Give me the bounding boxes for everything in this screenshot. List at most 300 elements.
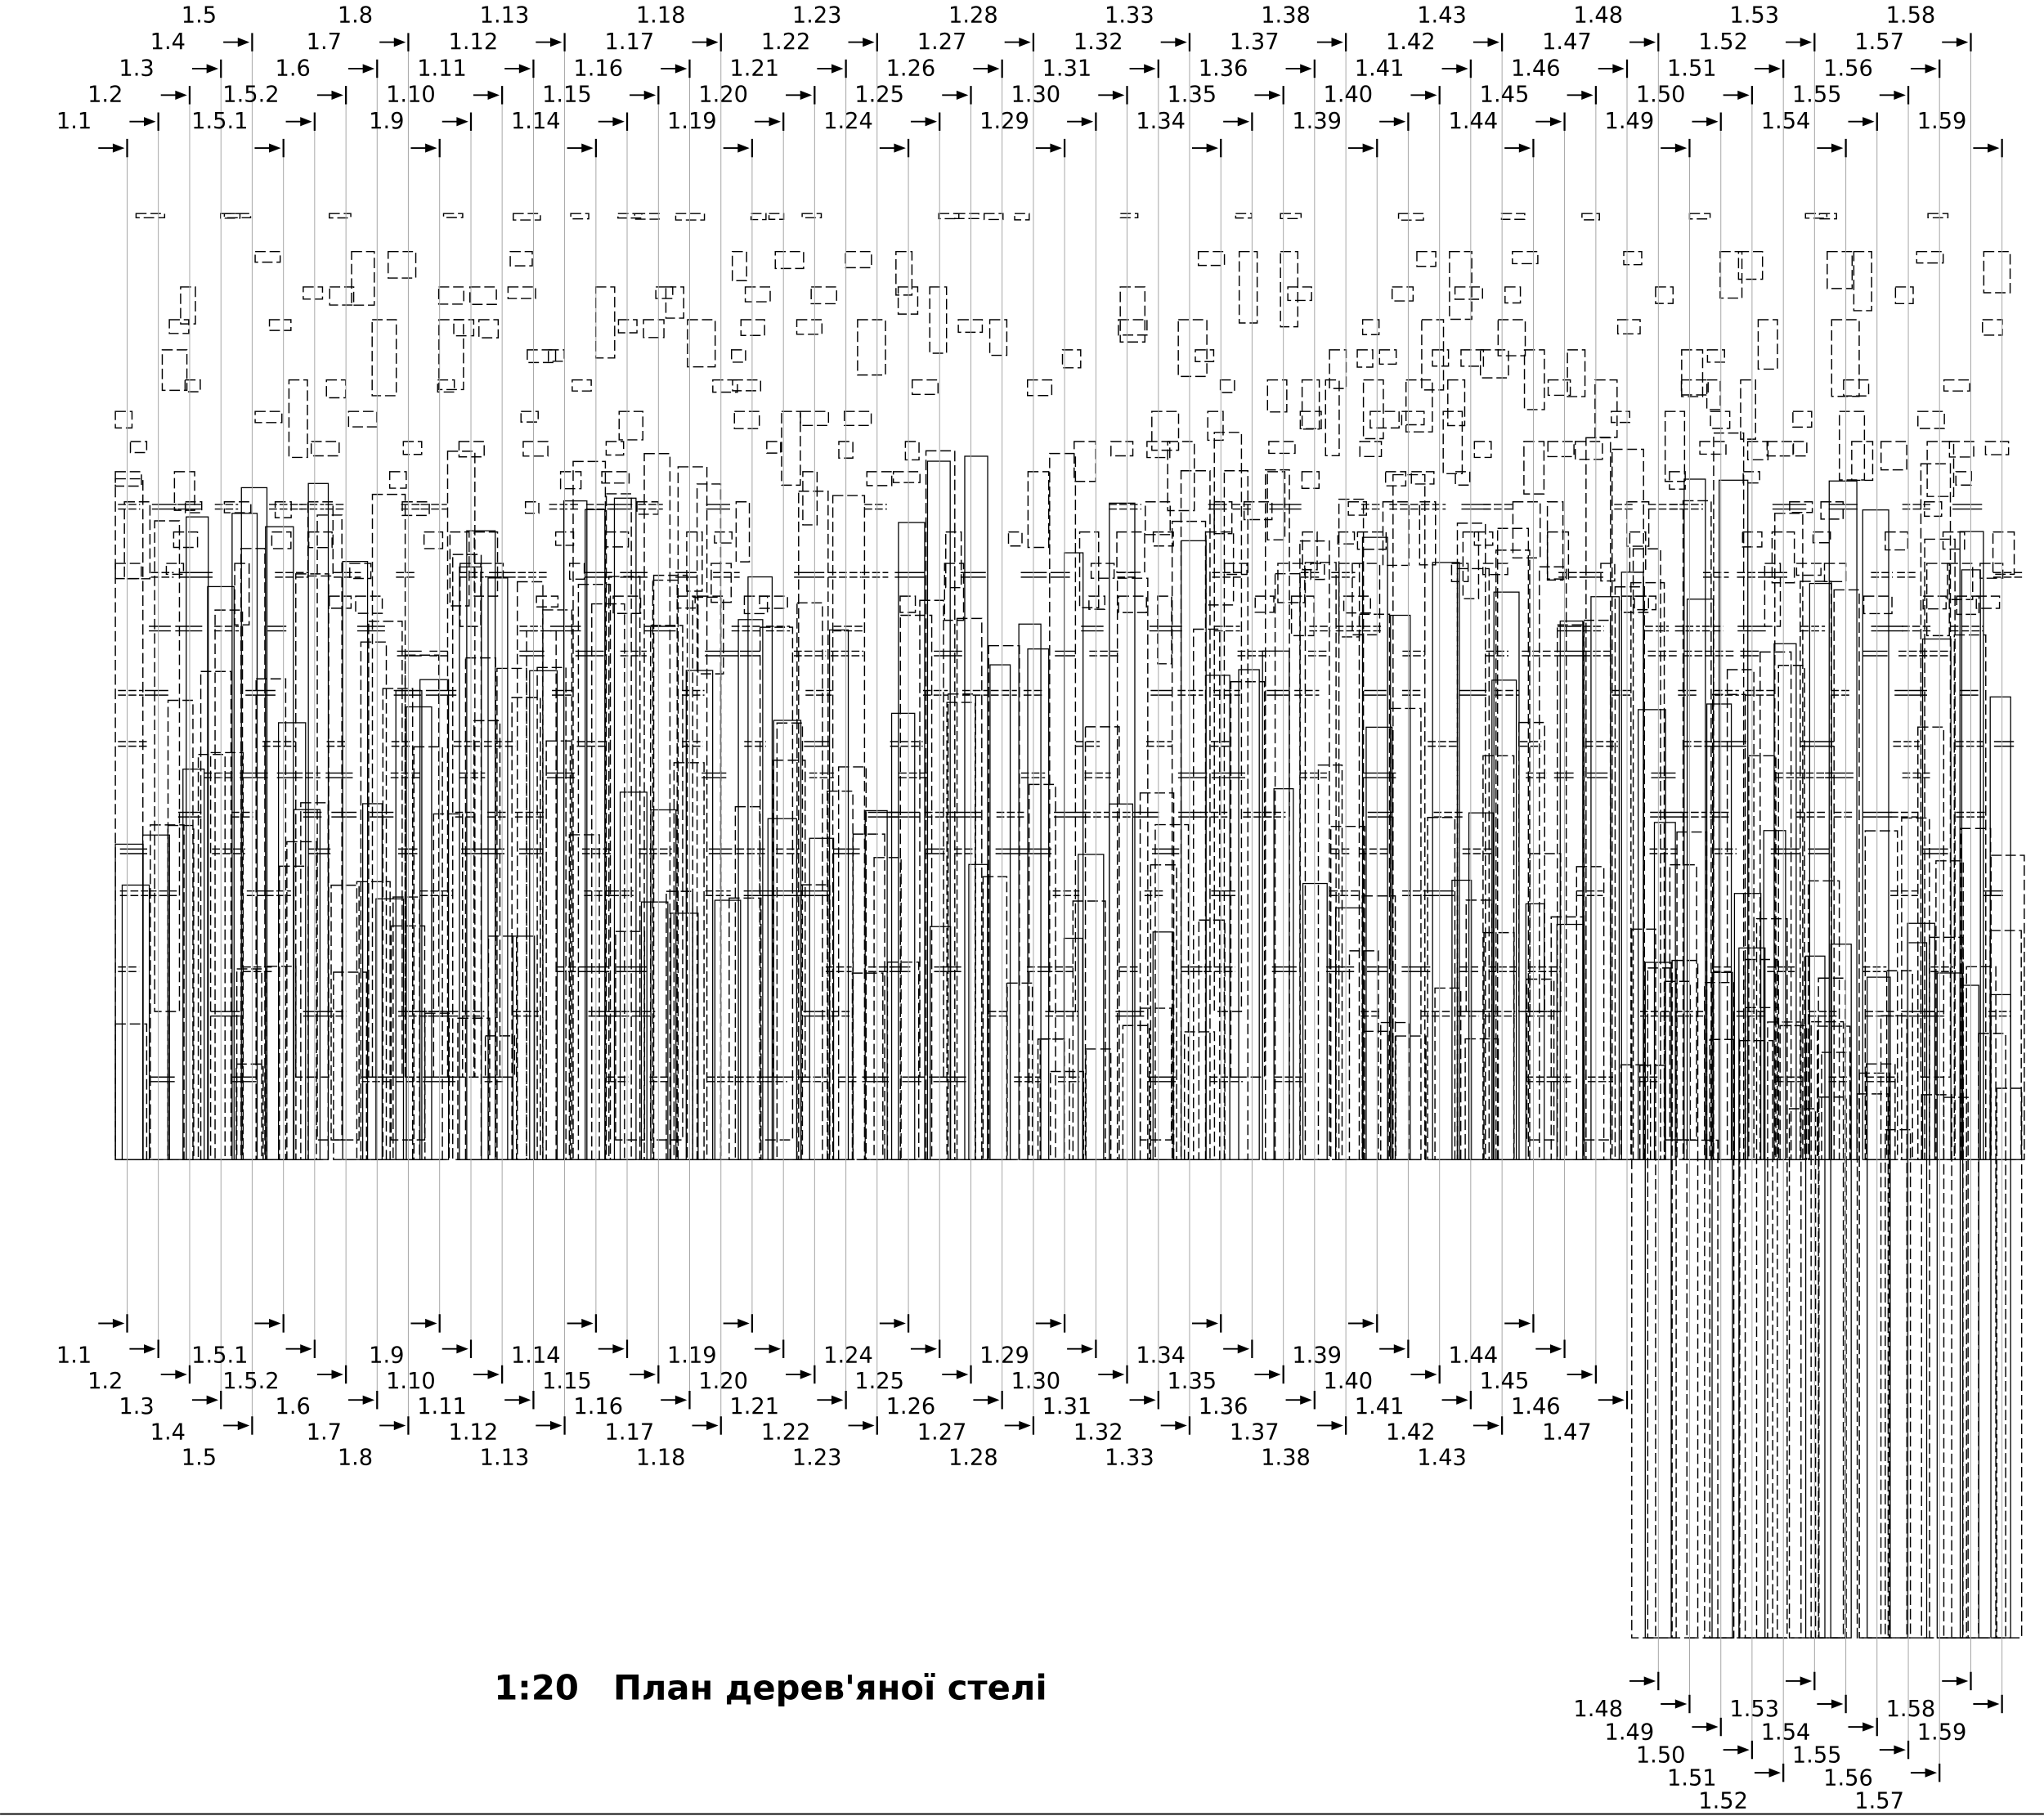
- block-outline: [115, 563, 141, 579]
- arrow-head: [1769, 64, 1781, 73]
- section-label-bottom: 1.17: [604, 1419, 655, 1446]
- arrow-head: [1894, 91, 1905, 100]
- arrow-head: [1300, 1396, 1311, 1405]
- section-label-top: 1.20: [698, 82, 748, 108]
- section-arrow-marker: [817, 1391, 845, 1409]
- section-arrow-marker: [379, 1416, 408, 1434]
- block-outline: [437, 380, 454, 392]
- section-arrow-marker: [1473, 33, 1502, 51]
- block-outline: [169, 320, 189, 334]
- block-outline: [1767, 442, 1793, 456]
- section-arrow-marker: [1379, 1340, 1408, 1358]
- board-outline-dashed: [356, 881, 390, 1159]
- section-arrow-marker: [1067, 1340, 1096, 1358]
- arrow-head: [737, 1319, 749, 1328]
- arrow-head: [1300, 64, 1311, 73]
- block-outline: [1008, 532, 1022, 546]
- section-arrow-marker: [630, 1365, 658, 1383]
- section-arrow-marker: [1755, 1764, 1783, 1782]
- section-label-top: 1.54: [1760, 109, 1811, 135]
- block-outline: [1956, 472, 1971, 485]
- block-outline: [733, 380, 760, 391]
- block-outline: [675, 213, 704, 220]
- board-outline-solid: [1109, 804, 1133, 1159]
- block-outline: [523, 442, 548, 456]
- block-outline: [900, 596, 916, 612]
- section-arrow-marker: [1786, 33, 1814, 51]
- board-outline-dashed: [115, 479, 143, 1160]
- arrow-head: [394, 1421, 406, 1430]
- arrow-head: [1394, 1344, 1405, 1353]
- block-outline: [741, 320, 764, 335]
- section-label-bottom: 1.5.2: [222, 1368, 280, 1394]
- arrow-head: [1957, 1676, 1968, 1685]
- block-outline: [289, 380, 307, 458]
- section-arrow-marker: [1755, 60, 1783, 78]
- section-arrow-marker: [1098, 86, 1127, 104]
- section-arrow-marker: [1942, 1672, 1970, 1690]
- section-label-bottom: 1.10: [386, 1368, 436, 1394]
- section-label-bottom: 1.11: [417, 1394, 467, 1420]
- board-outline-dashed: [334, 972, 366, 1159]
- board-outline-dashed: [948, 694, 976, 1159]
- section-arrow-marker: [1598, 60, 1627, 78]
- block-outline: [1145, 502, 1170, 535]
- block-outline: [1548, 502, 1563, 581]
- block-outline: [734, 411, 759, 428]
- block-outline: [939, 213, 959, 218]
- block-outline: [1918, 411, 1944, 428]
- arrow-head: [1550, 1344, 1562, 1353]
- block-outline: [1634, 596, 1656, 610]
- section-arrow-marker: [1161, 1416, 1190, 1434]
- section-arrow-marker: [1223, 1340, 1252, 1358]
- block-outline: [1118, 320, 1147, 335]
- block-outline: [255, 252, 280, 262]
- section-arrow-marker: [1817, 1695, 1845, 1713]
- section-arrow-marker: [598, 112, 627, 130]
- block-outline: [561, 472, 581, 489]
- arrow-head: [1488, 38, 1499, 47]
- section-label-top: 1.44: [1448, 109, 1499, 135]
- arrow-head: [519, 1396, 531, 1405]
- arrow-head: [488, 91, 500, 100]
- board-outline-dashed: [1921, 1095, 1952, 1638]
- block-outline: [858, 320, 885, 375]
- section-arrow-marker: [724, 1314, 752, 1332]
- section-label-top: 1.34: [1136, 109, 1186, 135]
- section-arrow-marker: [1786, 1672, 1814, 1690]
- block-outline: [1505, 287, 1521, 303]
- section-label-top: 1.27: [917, 29, 967, 55]
- block-outline: [1993, 532, 2015, 575]
- section-label-bottom: 1.2: [87, 1368, 123, 1394]
- block-outline: [1481, 350, 1508, 378]
- block-outline: [984, 213, 1003, 219]
- arrow-head: [238, 1421, 249, 1430]
- block-outline: [1689, 213, 1710, 219]
- block-outline: [905, 442, 919, 460]
- board-outline-dashed: [652, 581, 677, 1160]
- block-outline: [527, 350, 556, 363]
- section-label-bottom: 1.49: [1604, 1720, 1655, 1746]
- arrow-head: [456, 117, 468, 126]
- arrow-head: [300, 1344, 312, 1353]
- section-arrow-marker: [192, 1391, 221, 1409]
- board-outline-dashed: [1466, 900, 1491, 1011]
- block-outline: [782, 411, 800, 485]
- board-outline-dashed: [256, 679, 285, 1159]
- block-outline: [136, 213, 164, 217]
- board-outline-solid: [899, 522, 925, 1159]
- block-outline: [329, 287, 353, 305]
- section-arrow-marker: [1410, 86, 1439, 104]
- board-outline-solid: [1109, 503, 1135, 1159]
- block-outline: [115, 411, 132, 428]
- section-label-top: 1.21: [729, 56, 780, 82]
- block-outline: [1118, 596, 1146, 612]
- section-arrow-marker: [911, 1340, 939, 1358]
- section-label-bottom: 1.3: [119, 1394, 155, 1420]
- arrow-head: [1207, 1319, 1218, 1328]
- block-outline: [570, 563, 585, 579]
- block-outline: [1670, 472, 1685, 489]
- board-outline-dashed: [1214, 433, 1241, 1011]
- board-outline-solid: [241, 487, 267, 1159]
- block-outline: [1682, 380, 1709, 395]
- arrow-head: [269, 1319, 280, 1328]
- block-outline: [1448, 380, 1465, 426]
- block-outline: [356, 596, 383, 613]
- section-label-bottom: 1.24: [823, 1343, 873, 1369]
- section-arrow-marker: [1442, 1391, 1471, 1409]
- arrow-head: [144, 1344, 155, 1353]
- section-label-bottom: 1.50: [1635, 1742, 1686, 1769]
- section-arrow-marker: [223, 1416, 252, 1434]
- arrow-head: [1519, 1319, 1531, 1328]
- board-outline-solid: [1829, 481, 1857, 1159]
- block-outline: [1120, 213, 1137, 217]
- block-outline: [1063, 350, 1081, 368]
- block-outline: [1363, 320, 1379, 334]
- arrow-head: [1019, 38, 1030, 47]
- block-outline: [549, 350, 565, 361]
- block-outline: [1700, 442, 1726, 454]
- section-arrow-marker: [286, 112, 315, 130]
- board-outline-dashed: [1038, 1039, 1065, 1159]
- section-label-bottom: 1.33: [1105, 1445, 1154, 1471]
- arrow-head: [612, 117, 624, 126]
- section-label-top: 1.32: [1073, 29, 1123, 55]
- section-arrow-marker: [1880, 86, 1908, 104]
- section-arrow-marker: [1098, 1365, 1127, 1383]
- section-label-bottom: 1.5.1: [191, 1343, 249, 1369]
- arrow-head: [1269, 1370, 1280, 1379]
- arrow-head: [1019, 1421, 1030, 1430]
- arrow-head: [1363, 143, 1374, 152]
- board-outline-dashed: [115, 1024, 146, 1159]
- block-outline: [698, 596, 724, 674]
- section-arrow-marker: [161, 86, 190, 104]
- section-label-top: 1.7: [306, 29, 343, 55]
- arrow-head: [1706, 1722, 1718, 1731]
- block-outline: [1111, 442, 1133, 455]
- block-outline: [1813, 532, 1831, 543]
- section-arrow-marker: [1629, 33, 1658, 51]
- section-arrow-marker: [1005, 33, 1033, 51]
- arrow-head: [1675, 1699, 1687, 1708]
- section-label-top: 1.4: [150, 29, 186, 55]
- section-label-top: 1.50: [1635, 82, 1686, 108]
- section-arrow-marker: [1036, 139, 1065, 157]
- section-arrow-marker: [1724, 1741, 1752, 1759]
- section-arrow-marker: [1504, 1314, 1533, 1332]
- block-outline: [643, 320, 664, 338]
- section-label-top: 1.48: [1573, 2, 1624, 29]
- block-outline: [1474, 442, 1491, 457]
- section-arrow-marker: [755, 1340, 783, 1358]
- section-label-bottom: 1.57: [1854, 1788, 1904, 1814]
- block-outline: [1329, 350, 1346, 388]
- section-arrow-marker: [1911, 1764, 1939, 1782]
- arrow-head: [425, 143, 437, 152]
- section-label-top: 1.42: [1385, 29, 1436, 55]
- board-outline-solid: [1862, 510, 1889, 1159]
- section-label-bottom: 1.32: [1073, 1419, 1123, 1446]
- section-arrow-marker: [1130, 60, 1159, 78]
- block-outline: [348, 411, 377, 427]
- arrow-head: [1425, 91, 1437, 100]
- board-outline-dashed: [1997, 1088, 2021, 1638]
- section-arrow-marker: [1535, 1340, 1564, 1358]
- board-outline-solid: [671, 913, 698, 1159]
- arrow-head: [800, 1370, 812, 1379]
- block-outline: [637, 502, 658, 514]
- board-outline-solid: [1303, 884, 1328, 1160]
- section-arrow-marker: [1724, 86, 1752, 104]
- block-outline: [1707, 350, 1724, 362]
- arrow-head: [957, 91, 968, 100]
- section-label-top: 1.58: [1885, 2, 1936, 29]
- board-outline-dashed: [369, 621, 402, 1077]
- block-outline: [224, 502, 250, 513]
- arrow-head: [1862, 1722, 1874, 1731]
- block-outline: [181, 287, 195, 324]
- block-outline: [1864, 596, 1892, 613]
- arrow-head: [1612, 64, 1624, 73]
- section-label-bottom: 1.5: [181, 1445, 217, 1471]
- arrow-head: [1862, 117, 1874, 126]
- board-outline-dashed: [697, 484, 721, 1159]
- section-arrow-marker: [473, 1365, 502, 1383]
- arrow-head: [1331, 38, 1342, 47]
- block-outline: [1928, 213, 1948, 217]
- arrow-head: [1925, 64, 1937, 73]
- block-outline: [606, 532, 629, 547]
- section-arrow-marker: [98, 139, 127, 157]
- block-outline: [1576, 442, 1602, 460]
- board-outline-dashed: [1530, 854, 1560, 1011]
- block-outline: [1117, 532, 1145, 572]
- section-label-top: 1.40: [1323, 82, 1374, 108]
- block-outline: [1399, 213, 1423, 220]
- block-outline: [894, 472, 921, 482]
- block-outline: [1983, 252, 2010, 293]
- board-outline-solid: [738, 620, 763, 1159]
- arrow-head: [1175, 38, 1186, 47]
- block-outline: [1501, 213, 1524, 219]
- board-outline-solid: [115, 844, 143, 1159]
- block-outline: [1943, 532, 1965, 549]
- block-outline: [1853, 252, 1871, 311]
- arrow-head: [363, 1396, 374, 1405]
- section-arrow-marker: [942, 86, 970, 104]
- section-label-top: 1.12: [448, 29, 499, 55]
- block-outline: [715, 532, 732, 543]
- section-arrow-marker: [1348, 1314, 1377, 1332]
- block-outline: [1364, 380, 1383, 439]
- board-outline-solid: [396, 691, 422, 1160]
- section-arrow-marker: [849, 1416, 877, 1434]
- block-outline: [618, 213, 642, 217]
- block-outline: [1379, 350, 1396, 364]
- block-outline: [930, 287, 947, 353]
- block-outline: [1325, 380, 1339, 456]
- board-outline-dashed: [827, 791, 853, 1160]
- section-arrow-marker: [880, 139, 908, 157]
- section-label-top: 1.33: [1105, 2, 1154, 29]
- block-outline: [944, 563, 963, 621]
- block-outline: [312, 442, 339, 455]
- arrow-head: [1925, 1769, 1937, 1778]
- section-arrow-marker: [504, 1391, 533, 1409]
- board-outline-dashed: [1612, 449, 1643, 1159]
- section-arrow-marker: [1410, 1365, 1439, 1383]
- section-arrow-marker: [1192, 1314, 1221, 1332]
- block-outline: [1417, 252, 1436, 267]
- arrow-head: [1988, 1699, 1999, 1708]
- block-outline: [1624, 252, 1642, 265]
- board-outline-dashed: [1519, 723, 1544, 1012]
- block-outline: [767, 442, 781, 453]
- block-outline: [1710, 411, 1730, 428]
- board-outline-solid: [865, 810, 887, 1159]
- board-outline-dashed: [988, 646, 1020, 1159]
- block-outline: [1074, 442, 1096, 482]
- arrow-head: [1519, 143, 1531, 152]
- section-arrow-marker: [254, 1314, 283, 1332]
- board-outline-dashed: [1858, 1094, 1889, 1638]
- arrow-head: [1581, 91, 1593, 100]
- section-label-bottom: 1.29: [979, 1343, 1029, 1369]
- block-outline: [1221, 380, 1235, 392]
- block-outline: [1302, 380, 1320, 429]
- section-arrow-marker: [317, 86, 346, 104]
- block-outline: [958, 320, 982, 332]
- board-outline-solid: [1262, 651, 1289, 1159]
- arrow-head: [1050, 1319, 1061, 1328]
- block-outline: [173, 532, 197, 548]
- board-outline-dashed: [527, 631, 556, 1160]
- arrow-head: [175, 91, 186, 100]
- section-arrow-marker: [755, 112, 783, 130]
- section-arrow-marker: [1504, 139, 1533, 157]
- block-outline: [390, 472, 406, 488]
- arrow-head: [1394, 117, 1405, 126]
- section-label-top: 1.41: [1354, 56, 1405, 82]
- block-outline: [1805, 213, 1827, 218]
- arrow-head: [1800, 38, 1812, 47]
- block-outline: [845, 252, 872, 268]
- block-outline: [444, 213, 463, 217]
- block-outline: [1707, 380, 1721, 410]
- section-label-top: 1.57: [1854, 29, 1904, 55]
- block-outline: [899, 287, 918, 314]
- arrow-head: [332, 91, 343, 100]
- block-outline: [1392, 287, 1414, 301]
- section-label-bottom: 1.30: [1011, 1368, 1061, 1394]
- block-outline: [1796, 563, 1821, 575]
- block-outline: [572, 380, 591, 391]
- block-outline: [1267, 380, 1287, 412]
- section-label-top: 1.26: [885, 56, 936, 82]
- arrow-head: [769, 1344, 781, 1353]
- block-outline: [482, 563, 504, 577]
- section-label-bottom: 1.4: [150, 1419, 186, 1446]
- section-label-bottom: 1.22: [760, 1419, 811, 1446]
- block-outline: [1406, 380, 1432, 432]
- arrow-head: [612, 1344, 624, 1353]
- section-arrow-marker: [379, 33, 408, 51]
- board-outline-dashed: [1558, 625, 1585, 1159]
- arrow-head: [1831, 1699, 1843, 1708]
- arrow-head: [550, 1421, 562, 1430]
- arrow-head: [113, 1319, 124, 1328]
- block-outline: [1927, 563, 1950, 635]
- block-outline: [162, 350, 186, 391]
- block-outline: [1352, 563, 1379, 634]
- block-outline: [1827, 252, 1852, 289]
- section-label-top: 1.51: [1666, 56, 1717, 82]
- block-outline: [751, 213, 766, 219]
- arrow-head: [1425, 1370, 1437, 1379]
- section-arrow-marker: [1192, 139, 1221, 157]
- board-outline-solid: [1078, 854, 1104, 1159]
- block-outline: [1927, 442, 1953, 496]
- arrow-head: [926, 1344, 937, 1353]
- board-outline-dashed: [1621, 1065, 1651, 1159]
- section-label-top: 1.5.1: [191, 109, 249, 135]
- block-outline: [439, 320, 464, 389]
- arrow-head: [863, 1421, 874, 1430]
- board-outline-solid: [641, 902, 667, 1159]
- arrow-head: [113, 143, 124, 152]
- block-outline: [1360, 442, 1381, 456]
- block-outline: [1432, 350, 1449, 366]
- block-outline: [303, 287, 323, 299]
- board-outline-dashed: [1275, 574, 1301, 1159]
- block-outline: [1195, 350, 1213, 361]
- block-outline: [1302, 472, 1319, 488]
- arrow-head: [1363, 1319, 1374, 1328]
- arrow-head: [1612, 1396, 1624, 1405]
- section-label-bottom: 1.45: [1479, 1368, 1530, 1394]
- board-outline-dashed: [592, 604, 625, 1160]
- arrow-head: [425, 1319, 437, 1328]
- board-outline-solid: [686, 670, 712, 1159]
- board-outline-solid: [1809, 584, 1831, 1160]
- block-outline: [308, 502, 334, 576]
